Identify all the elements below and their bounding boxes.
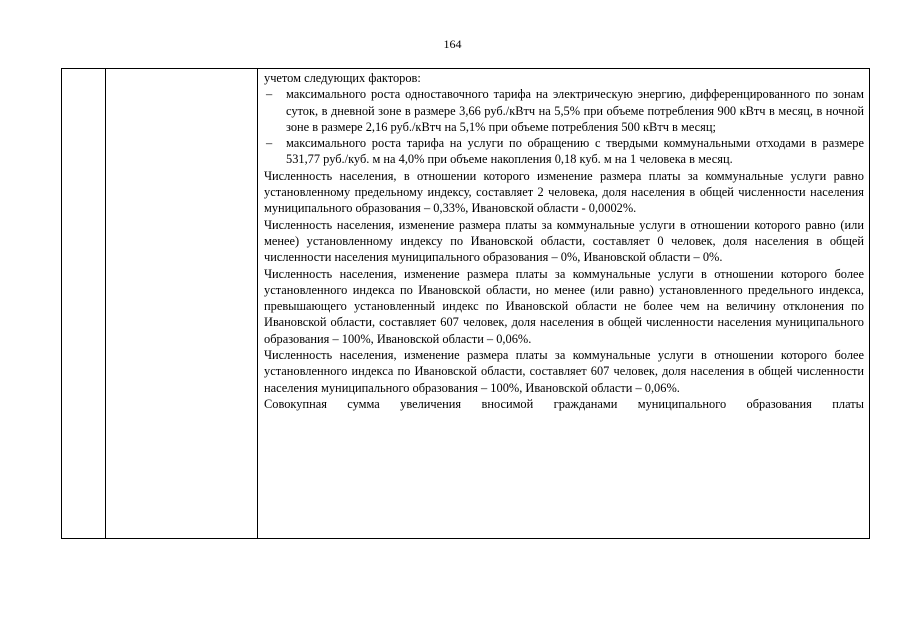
column-divider-1 [105, 69, 106, 538]
bullet-text: максимального роста тарифа на услуги по обращению с твердыми коммунальными отходами в размере 531,77 руб./куб. м на 4,0% при объеме накопления 0,18 куб. м на 1 человека в месяц. [286, 136, 864, 167]
column-divider-2 [257, 69, 258, 538]
intro-line: учетом следующих факторов: [264, 71, 421, 85]
table-cell-text [264, 70, 864, 412]
paragraph-population-between-indexes: Численность населения, изменение размера платы за коммунальные услуги в отношении которого более установленного индекса по Ивановской области, но менее (или равно) установленного предельного индекса, превышающего установленный индекс по Ивановской области не более чем на величину отклонения по Ивановской области, составляет 607 человек, доля населения в общей численности населения муниципального образования – 100%, Ивановской области – 0,06%. [264, 266, 864, 346]
bullet-marker: – [266, 87, 273, 102]
paragraph-total-increase: Совокупная сумма увеличения вносимой гражданами муниципального образования платы [264, 396, 864, 411]
paragraph-population-above-index: Численность населения, изменение размера платы за коммунальные услуги в отношении которого более установленного индекса по Ивановской области, составляет 607 человек, доля населения в общей численности населения муниципального образования – 100%, Ивановской области – 0,06%. [264, 348, 864, 395]
paragraph-population-below-index: Численность населения, изменение размера платы за коммунальные услуги в отношении которого равно (или менее) установленному индексу по Ивановской области, составляет 0 человек, доля населения в общей численности населения муниципального образования – 0%, Ивановской области – 0%. [264, 217, 864, 265]
page-number: 164 [443, 37, 462, 51]
bullet-item [264, 86, 864, 135]
document-table [61, 68, 870, 539]
bullet-item [264, 135, 864, 168]
bullet-text: максимального роста одноставочного тарифа на электрическую энергию, дифференцированного по зонам суток, в дневной зоне в размере 3,66 руб./кВтч на 5,5% при объеме потребления 900 кВтч в месяц, в ночной зоне в размере 2,16 руб./кВтч на 5,1% при объеме потребления 500 кВтч в месяц; [286, 87, 864, 134]
paragraph-population-limit-index: Численность населения, в отношении которого изменение размера платы за коммунальные услуги равно установленному предельному индексу, составляет 2 человека, доля населения в общей численности населения муниципального образования – 0,33%, Ивановской области - 0,0002%. [264, 168, 864, 216]
bullet-marker: – [266, 136, 273, 151]
